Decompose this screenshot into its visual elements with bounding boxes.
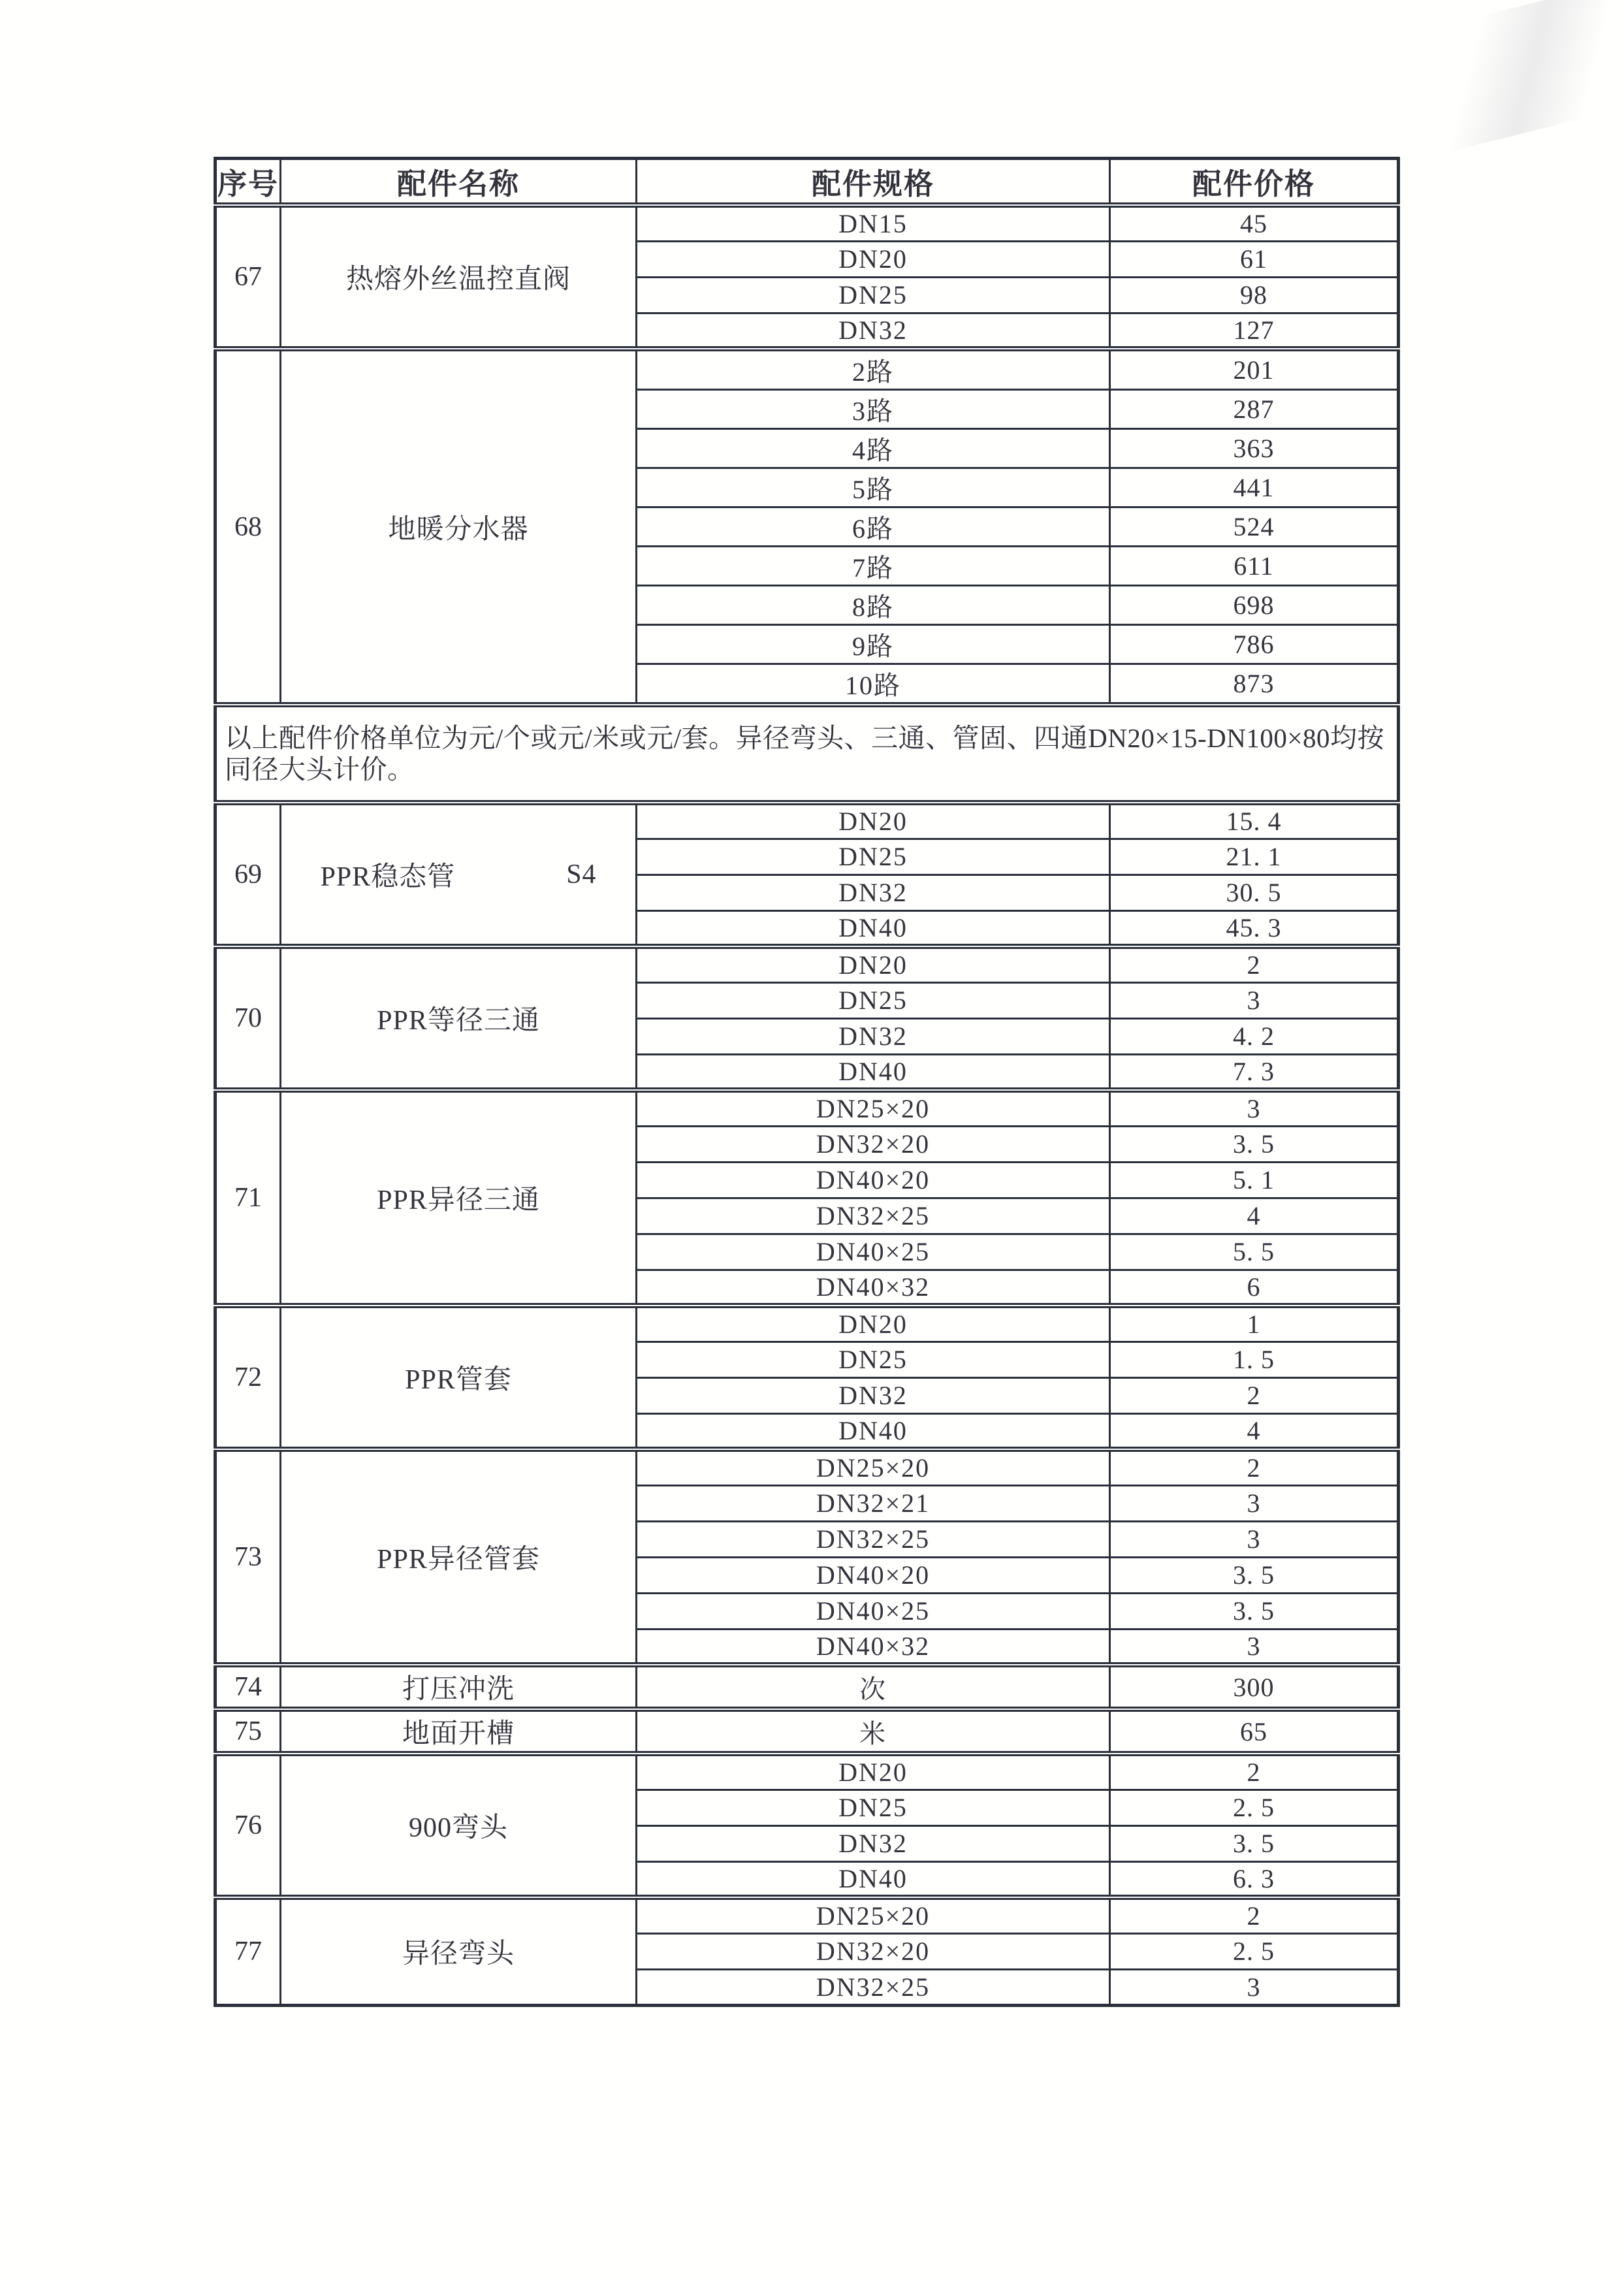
price-cell: 2: [1110, 946, 1399, 982]
spec-cell: 5路: [637, 468, 1110, 507]
spec-cell: DN25: [637, 277, 1110, 313]
price-cell: 5. 1: [1110, 1162, 1399, 1198]
price-cell: 1: [1110, 1306, 1399, 1341]
price-cell: 98: [1110, 277, 1399, 313]
item-name-cell: PPR异径管套: [281, 1449, 637, 1665]
item-name-cell: 热熔外丝温控直阀: [281, 205, 637, 349]
table-row: [215, 1897, 1399, 1933]
price-cell: 300: [1110, 1665, 1399, 1709]
price-cell: 3. 5: [1110, 1126, 1399, 1162]
header-row: [215, 159, 1399, 206]
table-row: [215, 205, 1399, 241]
spec-cell: 4路: [637, 429, 1110, 468]
price-cell: 3. 5: [1110, 1593, 1399, 1629]
item-no-cell: 76: [215, 1754, 281, 1897]
item-name-cell: 地面开槽: [281, 1709, 637, 1754]
scan-corner-shadow: [1391, 0, 1624, 159]
price-cell: 441: [1110, 468, 1399, 507]
price-cell: 45: [1110, 205, 1399, 241]
spec-cell: DN40×32: [637, 1270, 1110, 1306]
price-cell: 3: [1110, 1485, 1399, 1521]
spec-cell: DN40×25: [637, 1234, 1110, 1270]
price-cell: 3. 5: [1110, 1557, 1399, 1593]
col-header-name: 配件名称: [281, 159, 637, 206]
item-name-split: [281, 855, 635, 894]
spec-cell: DN32: [637, 1825, 1110, 1861]
item-name-cell: [281, 803, 637, 946]
table-row: [215, 1754, 1399, 1790]
price-cell: 2. 5: [1110, 1790, 1399, 1825]
spec-cell: DN32×25: [637, 1521, 1110, 1557]
item-no-cell: 70: [215, 946, 281, 1090]
price-cell: 873: [1110, 664, 1399, 705]
item-no-cell: 68: [215, 349, 281, 705]
col-header-spec: 配件规格: [637, 159, 1110, 206]
price-cell: 363: [1110, 429, 1399, 468]
spec-cell: DN20: [637, 946, 1110, 982]
item-name-suffix: S4: [566, 859, 597, 890]
item-no-cell: 71: [215, 1090, 281, 1306]
price-cell: 4: [1110, 1413, 1399, 1449]
price-cell: 61: [1110, 241, 1399, 277]
item-no-cell: 67: [215, 205, 281, 349]
price-cell: 524: [1110, 507, 1399, 547]
spec-cell: 9路: [637, 625, 1110, 664]
spec-cell: 7路: [637, 547, 1110, 586]
item-name-cell: 900弯头: [281, 1754, 637, 1897]
table-row: [215, 1709, 1399, 1754]
spec-cell: DN32×20: [637, 1126, 1110, 1162]
item-no-cell: 73: [215, 1449, 281, 1665]
price-cell: 45. 3: [1110, 910, 1399, 946]
spec-cell: DN40×25: [637, 1593, 1110, 1629]
price-cell: 201: [1110, 349, 1399, 390]
price-cell: 4: [1110, 1198, 1399, 1234]
price-cell: 3: [1110, 982, 1399, 1018]
price-cell: 698: [1110, 586, 1399, 625]
spec-cell: DN20: [637, 241, 1110, 277]
spec-cell: DN32: [637, 875, 1110, 910]
spec-cell: DN32: [637, 1018, 1110, 1054]
spec-cell: DN25×20: [637, 1897, 1110, 1933]
item-no-cell: 72: [215, 1306, 281, 1449]
spec-cell: DN40: [637, 1861, 1110, 1897]
spec-cell: DN25×20: [637, 1449, 1110, 1485]
price-cell: 21. 1: [1110, 839, 1399, 875]
price-cell: 786: [1110, 625, 1399, 664]
spec-cell: 2路: [637, 349, 1110, 390]
spec-cell: DN25: [637, 839, 1110, 875]
price-cell: 611: [1110, 547, 1399, 586]
spec-cell: DN40: [637, 910, 1110, 946]
price-cell: 6. 3: [1110, 1861, 1399, 1897]
spec-cell: DN32×25: [637, 1198, 1110, 1234]
spec-cell: 10路: [637, 664, 1110, 705]
spec-cell: 米: [637, 1709, 1110, 1754]
price-cell: 2: [1110, 1449, 1399, 1485]
spec-cell: DN25: [637, 1790, 1110, 1825]
spec-cell: DN25: [637, 1341, 1110, 1377]
table-row: [215, 1306, 1399, 1341]
price-cell: 5. 5: [1110, 1234, 1399, 1270]
spec-cell: DN20: [637, 803, 1110, 839]
spec-cell: DN40×20: [637, 1162, 1110, 1198]
spec-cell: DN40×32: [637, 1629, 1110, 1665]
price-cell: 2: [1110, 1897, 1399, 1933]
price-cell: 287: [1110, 390, 1399, 429]
price-cell: 4. 2: [1110, 1018, 1399, 1054]
price-cell: 3: [1110, 1521, 1399, 1557]
spec-cell: DN40×20: [637, 1557, 1110, 1593]
spec-cell: DN20: [637, 1754, 1110, 1790]
table-row: [215, 1449, 1399, 1485]
price-cell: 2. 5: [1110, 1933, 1399, 1969]
spec-cell: 次: [637, 1665, 1110, 1709]
price-cell: 3. 5: [1110, 1825, 1399, 1861]
parts-price-table: [214, 157, 1400, 2007]
spec-cell: DN32×20: [637, 1933, 1110, 1969]
price-cell: 127: [1110, 313, 1399, 349]
table-row: [215, 1090, 1399, 1126]
spec-cell: DN32×21: [637, 1485, 1110, 1521]
price-cell: 65: [1110, 1709, 1399, 1754]
item-name-cell: 地暖分水器: [281, 349, 637, 705]
price-cell: 1. 5: [1110, 1341, 1399, 1377]
item-name-cell: PPR管套: [281, 1306, 637, 1449]
price-cell: 15. 4: [1110, 803, 1399, 839]
price-cell: 30. 5: [1110, 875, 1399, 910]
table-row: [215, 1665, 1399, 1709]
spec-cell: DN20: [637, 1306, 1110, 1341]
col-header-price: 配件价格: [1110, 159, 1399, 206]
item-no-cell: 75: [215, 1709, 281, 1754]
item-name-cell: 异径弯头: [281, 1897, 637, 2005]
spec-cell: DN25: [637, 982, 1110, 1018]
spec-cell: DN25×20: [637, 1090, 1110, 1126]
note-cell: 以上配件价格单位为元/个或元/米或元/套。异径弯头、三通、管固、四通DN20×15-DN100×80均按同径大头计价。: [215, 705, 1399, 803]
spec-cell: DN32×25: [637, 1969, 1110, 2005]
spec-cell: DN40: [637, 1413, 1110, 1449]
table-row: [215, 946, 1399, 982]
item-name-cell: PPR异径三通: [281, 1090, 637, 1306]
table-row: [215, 349, 1399, 390]
item-no-cell: 69: [215, 803, 281, 946]
price-cell: 7. 3: [1110, 1054, 1399, 1090]
spec-cell: DN15: [637, 205, 1110, 241]
price-cell: 2: [1110, 1754, 1399, 1790]
price-cell: 3: [1110, 1629, 1399, 1665]
item-no-cell: 74: [215, 1665, 281, 1709]
spec-cell: DN32: [637, 1377, 1110, 1413]
note-row: [215, 705, 1399, 803]
item-name-cell: 打压冲洗: [281, 1665, 637, 1709]
spec-cell: DN32: [637, 313, 1110, 349]
item-no-cell: 77: [215, 1897, 281, 2005]
price-cell: 3: [1110, 1090, 1399, 1126]
table-row: [215, 803, 1399, 839]
col-header-index: 序号: [215, 159, 281, 206]
spec-cell: 8路: [637, 586, 1110, 625]
item-name-cell: PPR等径三通: [281, 946, 637, 1090]
price-cell: 6: [1110, 1270, 1399, 1306]
item-name-text: PPR稳态管: [320, 862, 456, 892]
spec-cell: 6路: [637, 507, 1110, 547]
spec-cell: DN40: [637, 1054, 1110, 1090]
spec-cell: 3路: [637, 390, 1110, 429]
price-cell: 3: [1110, 1969, 1399, 2005]
price-cell: 2: [1110, 1377, 1399, 1413]
